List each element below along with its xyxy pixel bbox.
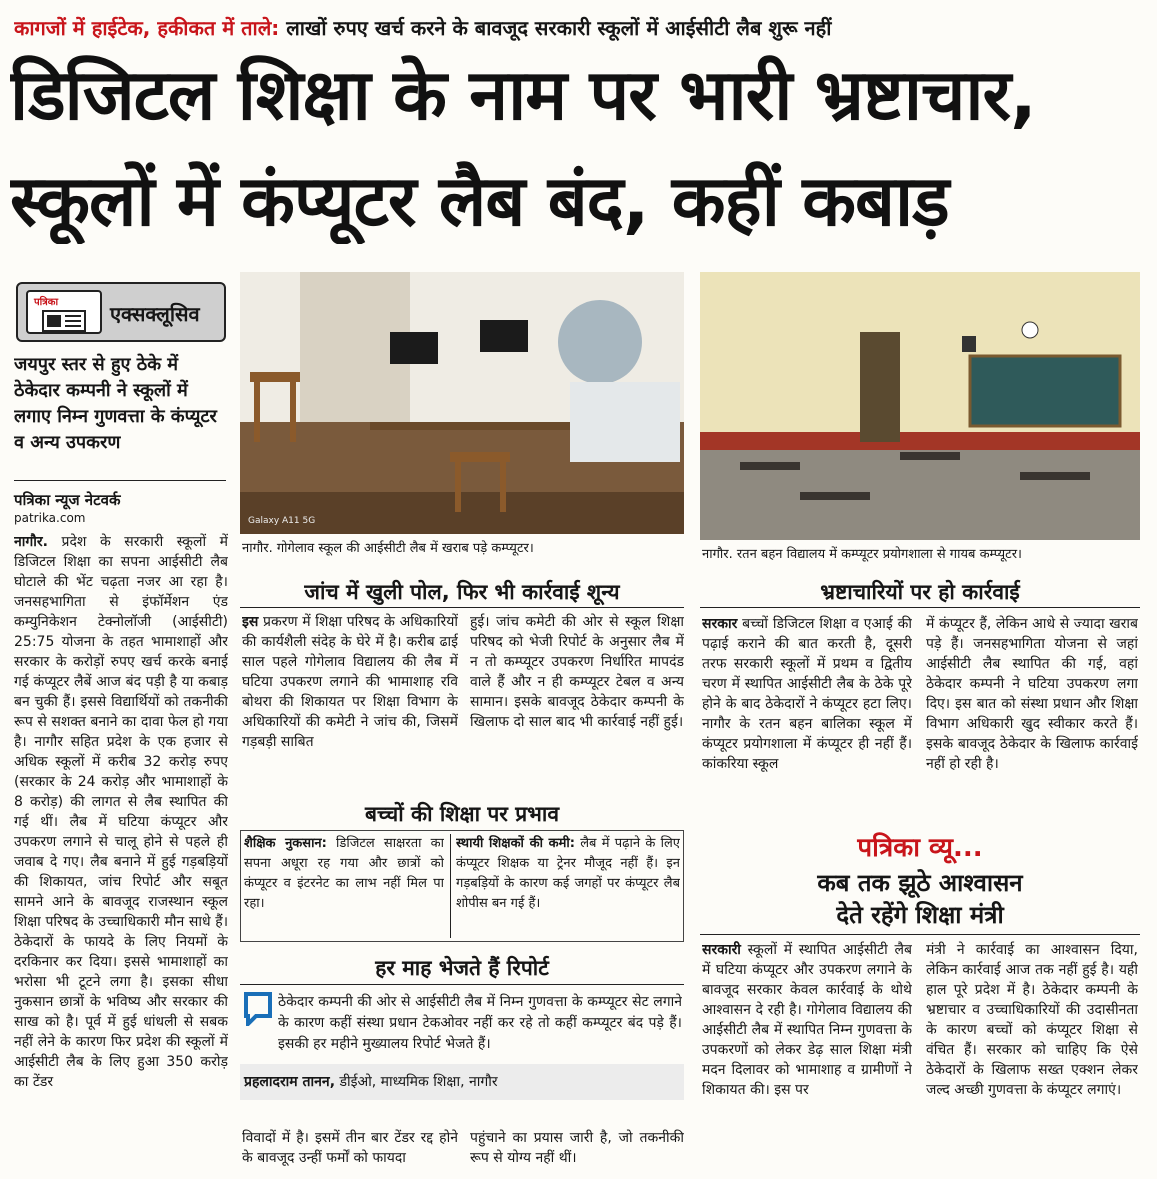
section2-left-text: डिजिटल साक्षरता का सपना अधूरा रह गया और छात्रों को कंप्यूटर व इंटरनेट का लाभ नहीं मिल पा रहा। bbox=[244, 836, 444, 911]
newspaper-icon bbox=[42, 310, 86, 332]
dateline: नागौर. bbox=[14, 534, 48, 550]
section4-rule bbox=[700, 607, 1140, 608]
bottom-col2: पहुंचाने का प्रयास जारी है, जो तकनीकी रूप से योग्य नहीं थीं। bbox=[470, 1130, 684, 1166]
section4-title: भ्रष्टाचारियों पर हो कार्रवाई bbox=[820, 580, 1020, 604]
left-column-text: प्रदेश के सरकारी स्कूलों में डिजिटल शिक्षा का सपना आईसीटी लैब घोटाले की भेंट चढ़ता नजर आ रहा है। जनसहभागिता से इंफॉर्मेशन एंड कम्युनिकेशन टेक्नोलॉजी (आईसीटी) 25:75 योजना के तहत भामाशाहों और सरकार के करोड़ों रुपए खर्च करके बनाई गई कंप्यूटर लैबें आज बंद पड़ी है या कबाड़ बन चुकी हैं। इससे विद्यार्थियों को तकनीकी रूप से सशक्त बनाने का दावा फेल हो गया है। नागौर सहित प्रदेश के एक हजार से अधिक स्कूलों में करीब 32 करोड़ रुपए (सरकार के 24 करोड़ और भामाशाहों के 8 करोड़) की लागत से लैब स्थापित की गई थीं। लैब में घटिया कंप्यूटर और उपकरण लगाने से चालू होने से पहले ही जवाब दे गए। लैब बनाने में हुई गड़बड़ियों की शिकायत, जांच रिपोर्ट और सबूत सामने आने के बावजूद राजस्थान स्कूल शिक्षा परिषद के उच्चाधिकारी मौन साधे हैं। ठेकेदारों के फायदे के लिए नियमों के दरकिनार कर दिया। इससे भामाशाहों का भरोसा भी टूटने लगा है। इसका सीधा नुकसान छात्रों के भविष्य और सरकार की साख को है। पूर्व में हुई धांधली से सबक नहीं लेने के कारण फिर प्रदेश की स्कूलों में आईसीटी लैब के लिए हुआ 350 करोड़ का टेंडर bbox=[14, 534, 228, 1090]
section1-title: जांच में खुली पोल, फिर भी कार्रवाई शून्य bbox=[304, 580, 620, 604]
section3-title: हर माह भेजते हैं रिपोर्ट bbox=[375, 956, 549, 980]
section2-left bbox=[244, 834, 444, 938]
attribution-bar bbox=[240, 1064, 684, 1100]
view-label: पत्रिका व्यू... bbox=[857, 833, 983, 863]
photo-ratan-bahan-lab bbox=[700, 272, 1140, 540]
section2-right-text: लैब में पढ़ाने के लिए कंप्यूटर शिक्षक या ट्रेनर मौजूद नहीं हैं। इन गड़बड़ियों के कारण कई जगहों पर कंप्यूटर लैब शोपीस बन गई हैं। bbox=[456, 836, 680, 911]
headline-line-1: डिजिटल शिक्षा के नाम पर भारी भ्रष्टाचार, bbox=[10, 54, 1036, 136]
section1-lead: इस bbox=[242, 614, 259, 630]
view-lead: सरकारी bbox=[702, 942, 741, 958]
view-title-2: देते रहेंगे शिक्षा मंत्री bbox=[836, 901, 1004, 929]
badge-label: एक्सक्लूसिव bbox=[110, 302, 200, 326]
section3-rule bbox=[240, 984, 684, 985]
attribution-name: प्रहलादराम तानन, bbox=[244, 1074, 336, 1090]
photo2-caption: नागौर. रतन बहन विद्यालय में कम्प्यूटर प्रयोगशाला से गायब कम्प्यूटर। bbox=[702, 547, 1022, 562]
bottom-col1: विवादों में है। इसमें तीन बार टेंडर रद्द होने के बावजूद उन्हीं फर्मों को फायदा bbox=[242, 1130, 458, 1166]
intro-summary: जयपुर स्तर से हुए ठेके में ठेकेदार कम्पनी ने स्कूलों में लगाए निम्न गुणवत्ता के कंप्यूटर व अन्य उपकरण bbox=[14, 354, 217, 453]
intro-rule bbox=[14, 480, 226, 481]
section4-col1-text: बच्चों डिजिटल शिक्षा व एआई की पढ़ाई कराने की बात करती है, दूसरी तरफ सरकारी स्कूलों में प्रथम व द्वितीय चरण में स्थापित आईसीटी लैब के ठेके पूरे होने के बाद ठेकेदारों ने कंप्यूटर हटा लिए। नागौर के रतन बहन बालिका स्कूल में कंप्यूटर प्रयोगशाला में कंप्यूटर ही नहीं हैं। कांकरिया स्कूल bbox=[702, 616, 912, 772]
photo-watermark: Galaxy A11 5G bbox=[248, 516, 316, 526]
section2-right bbox=[456, 834, 680, 938]
kicker-lead: कागजों में हाईटेक, हकीकत में ताले bbox=[14, 16, 272, 40]
photo-gogelav-lab bbox=[240, 272, 684, 534]
logo-text: पत्रिका bbox=[34, 297, 59, 308]
section4-col1 bbox=[702, 614, 912, 808]
view-col2: मंत्री ने कार्रवाई का आश्वासन दिया, लेकिन कार्रवाई आज तक नहीं हुई है। यही हाल पूरे प्रदेश में है। ठेकेदार कम्पनी के भ्रष्टाचार व उच्चाधिकारियों की उदासीनता के कारण बच्चों को कंप्यूटर शिक्षा से वंचित हैं। सरकार को चाहिए कि ऐसे ठेकेदारों के खिलाफ सख्त एक्शन लेकर जल्द अच्छी गुणवत्ता के कंप्यूटर लगाएं। bbox=[926, 942, 1138, 1098]
patrika-logo bbox=[26, 290, 102, 334]
view-title-1: कब तक झूठे आश्वासन bbox=[817, 869, 1023, 897]
lab-illustration bbox=[240, 272, 684, 534]
section1-col1-text: प्रकरण में शिक्षा परिषद के अधिकारियों की कार्यशैली संदेह के घेरे में है। करीब ढाई साल पहले गोगेलाव विद्यालय की लैब में घटिया उपकरण लगाने की भामाशाह रवि बोथरा की शिकायत पर शिक्षा विभाग के अधिकारियों की कमेटी ने जांच की, जिसमें गड़बड़ी साबित bbox=[242, 614, 458, 750]
photo1-caption: नागौर. गोगेलाव स्कूल की आईसीटी लैब में खराब पड़े कम्प्यूटर। bbox=[242, 541, 534, 556]
headline-line-2: स्कूलों में कंप्यूटर लैब बंद, कहीं कबाड़ bbox=[10, 160, 949, 242]
section2-left-lead: शैक्षिक नुकसान: bbox=[244, 836, 327, 851]
byline-name: पत्रिका न्यूज नेटवर्क bbox=[14, 491, 121, 509]
kicker-rest: लाखों रुपए खर्च करने के बावजूद सरकारी स्कूलों में आईसीटी लैब शुरू नहीं bbox=[279, 16, 832, 40]
section3-quote: ठेकेदार कम्पनी की ओर से आईसीटी लैब में निम्न गुणवत्ता के कम्प्यूटर सेट लगाने के कारण कहीं संस्था प्रधान टेकओवर नहीं कर रहे तो कहीं कम्प्यूटर बंद पड़े हैं। इसकी हर महीने मुख्यालय रिपोर्ट भेजते हैं। bbox=[278, 994, 682, 1052]
section1-col2: हुई। जांच कमेटी की ओर से स्कूल शिक्षा परिषद को भेजी रिपोर्ट के अनुसार लैब में न तो कम्प्यूटर उपकरण निर्धारित मापदंड वाले हैं और न ही कम्प्यूटर टेबल व अन्य सामान। इसके बावजूद ठेकेदार कम्पनी के खिलाफ दो साल बाद भी कार्रवाई नहीं हुई। bbox=[470, 614, 684, 730]
view-col1-text: स्कूलों में स्थापित आईसीटी लैब में घटिया कंप्यूटर और उपकरण लगाने के बावजूद सरकार केवल कार्रवाई के थोथे आश्वासन दे रही है। गोगेलाव विद्यालय की आईसीटी लैब में स्थापित निम्न गुणवत्ता के उपकरणों को लेकर डेढ़ साल शिक्षा मंत्री मदन दिलावर को भामाशाह व ग्रामीणों ने शिकायत की। इस पर bbox=[702, 942, 912, 1098]
view-rule bbox=[700, 934, 1140, 935]
quote-mark-icon bbox=[244, 992, 272, 1026]
left-column-body bbox=[14, 532, 228, 1174]
section1-rule bbox=[240, 607, 684, 608]
attribution-role: डीईओ, माध्यमिक शिक्षा, नागौर bbox=[335, 1074, 498, 1090]
section1-col1 bbox=[242, 612, 458, 796]
kicker-line bbox=[14, 14, 1144, 48]
byline-site: patrika.com bbox=[14, 511, 86, 525]
section2-right-lead: स्थायी शिक्षकों की कमी: bbox=[456, 836, 575, 851]
exclusive-badge bbox=[16, 282, 226, 342]
section4-lead: सरकार bbox=[702, 616, 738, 632]
section2-title: बच्चों की शिक्षा पर प्रभाव bbox=[364, 802, 560, 826]
kicker-sep: : bbox=[271, 16, 280, 40]
attribution bbox=[244, 1072, 498, 1091]
section2-divider bbox=[450, 834, 451, 938]
classroom-illustration bbox=[700, 272, 1140, 540]
section4-col2: में कंप्यूटर हैं, लेकिन आधे से ज्यादा खराब पड़े हैं। जनसहभागिता योजना से जहां आईसीटी लैब स्थापित की गई, वहां ठेकेदार कम्पनी ने घटिया उपकरण लगा दिए। इस बात को संस्था प्रधान और शिक्षा विभाग अधिकारी खुद स्वीकार करते हैं। इसके बावजूद ठेकेदार के खिलाफ कार्रवाई नहीं हो रही है। bbox=[926, 616, 1138, 772]
view-col1 bbox=[702, 940, 912, 1172]
